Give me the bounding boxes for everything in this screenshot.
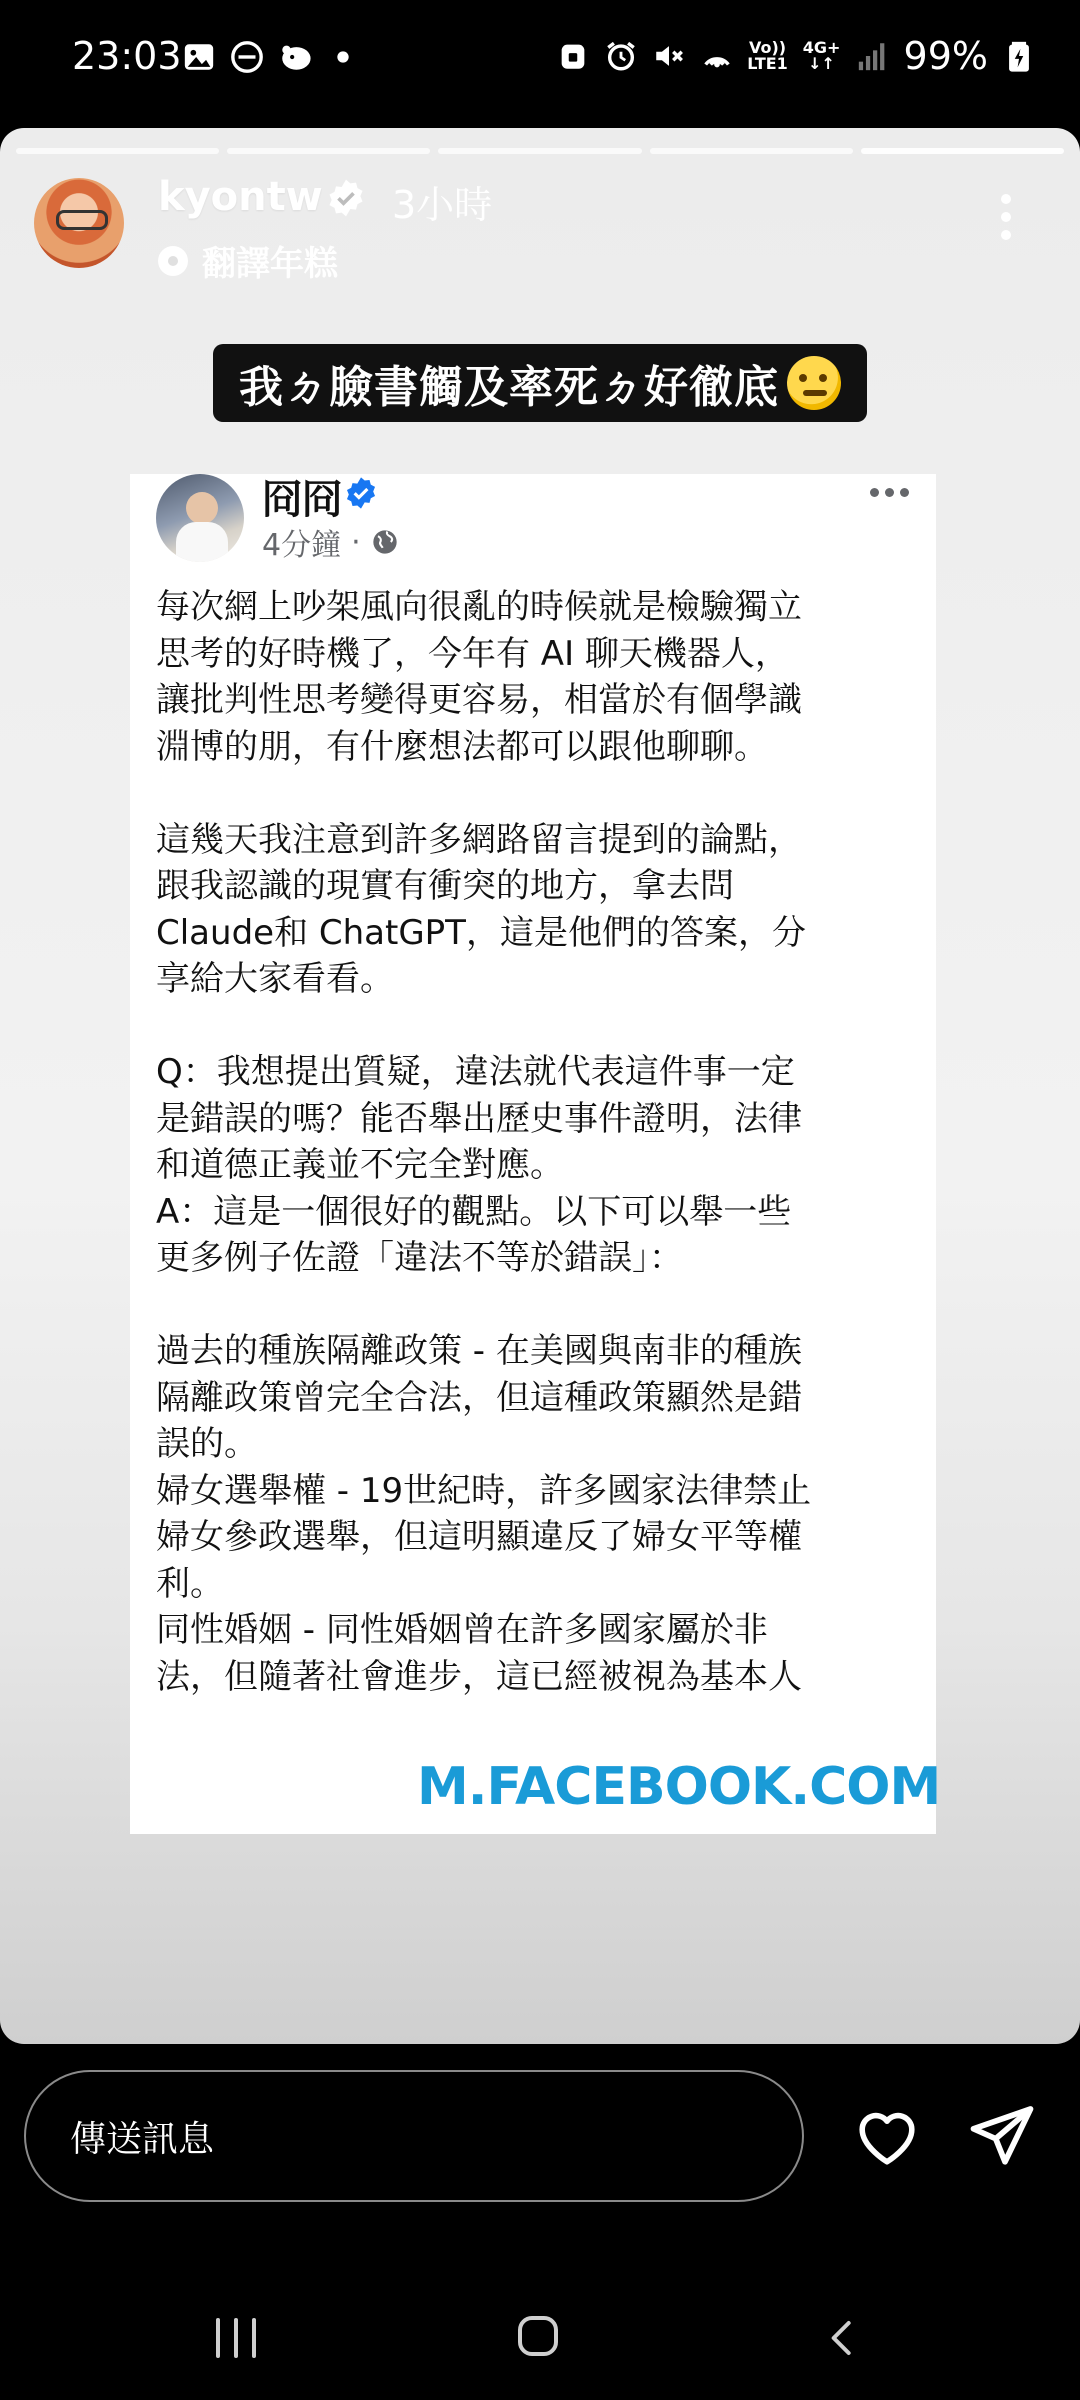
dnd-icon — [230, 40, 264, 74]
progress-segment — [227, 148, 430, 154]
post-meta — [262, 520, 399, 564]
progress-segment — [16, 148, 219, 154]
verified-icon — [326, 178, 366, 218]
user-avatar[interactable] — [34, 178, 124, 268]
mute-icon — [652, 39, 686, 73]
progress-segment-active — [861, 148, 1064, 154]
recents-icon[interactable] — [216, 2318, 256, 2358]
shared-post[interactable] — [130, 474, 936, 1834]
status-time: 23:03 — [72, 34, 182, 78]
text-sticker — [213, 344, 867, 422]
status-left-icons — [182, 40, 360, 74]
more-options-icon[interactable] — [1000, 194, 1012, 240]
post-author-avatar — [156, 474, 244, 562]
link-sticker[interactable] — [383, 1740, 941, 1834]
status-bar — [0, 0, 1080, 120]
4g-icon: 4G+ ↓↑ — [802, 38, 841, 73]
home-icon[interactable] — [518, 2316, 558, 2356]
username[interactable]: kyontw — [158, 174, 323, 220]
progress-segment — [650, 148, 853, 154]
post-verified-icon — [344, 476, 378, 510]
progress-segment — [438, 148, 641, 154]
alarm-icon — [604, 39, 638, 73]
post-time: 4分鐘 — [262, 528, 342, 563]
post-more-icon — [870, 488, 909, 497]
music-title: 翻譯年糕 — [202, 244, 338, 284]
send-icon[interactable] — [966, 2100, 1038, 2172]
post-body: 每次網上吵架風向很亂的時候就是檢驗獨立 思考的好時機了，今年有 AI 聊天機器人， 讓批判性思考變得更容易，相當於有個學識 淵博的朋，有什麼想法都可以跟他聊聊。 這幾天我注意到許多網路留言提到的論點， 跟我認識的現實有衝突的地方，拿去問 Claude和 ChatGPT，這是他們的答案，分 享給大家看看。 Q：我想提出質疑，違法就代表這件事一定 是錯誤的嗎？能否舉出歷史事件證明，法律 和道德正義並不完全對應。 A：這是一個很好的觀點。以下可以舉一些 更多例子佐證「違法不等於錯誤」： 過去的種族隔離政策 - 在美國與南非的種族 隔離政策曾完全合法，但這種政策顯然是錯 誤的。 婦女選舉權 - 19世紀時，許多國家法律禁止 婦女參政選舉，但這明顯違反了婦女平等權 利。 同性婚姻 - 同性婚姻曾在許多國家屬於非 法，但隨著社會進步，這已經被視為基本人 — [156, 587, 812, 1697]
story-time: 3小時 — [392, 183, 493, 227]
post-author-name: 冏冏 — [262, 477, 342, 523]
music-label[interactable] — [158, 236, 338, 285]
send-message-input[interactable] — [24, 2070, 804, 2202]
back-icon[interactable] — [822, 2316, 862, 2360]
post-separator: · — [351, 524, 361, 560]
music-icon — [158, 246, 188, 276]
dot-icon — [326, 40, 360, 74]
app-icon — [278, 40, 312, 74]
story-progress — [16, 148, 1064, 154]
like-heart-icon[interactable] — [852, 2102, 922, 2172]
send-message-placeholder: 傳送訊息 — [70, 2118, 215, 2160]
melting-face-emoji-icon — [787, 356, 841, 410]
status-right-icons — [556, 34, 1036, 78]
battery-percent: 99% — [903, 34, 988, 78]
link-url: M.FACEBOOK.COM — [417, 1757, 941, 1817]
story-viewer[interactable] — [0, 128, 1080, 2044]
signal-icon — [856, 39, 890, 73]
globe-icon — [371, 528, 399, 556]
volte-icon: Vo)) LTE1 — [747, 38, 788, 73]
lock-icon — [556, 39, 590, 73]
sticker-text: 我ㄉ臉書觸及率死ㄉ好徹底 — [239, 362, 779, 413]
gallery-icon — [182, 40, 216, 74]
hotspot-icon — [700, 39, 734, 73]
navigation-bar — [0, 2260, 1080, 2400]
battery-icon — [1002, 39, 1036, 73]
